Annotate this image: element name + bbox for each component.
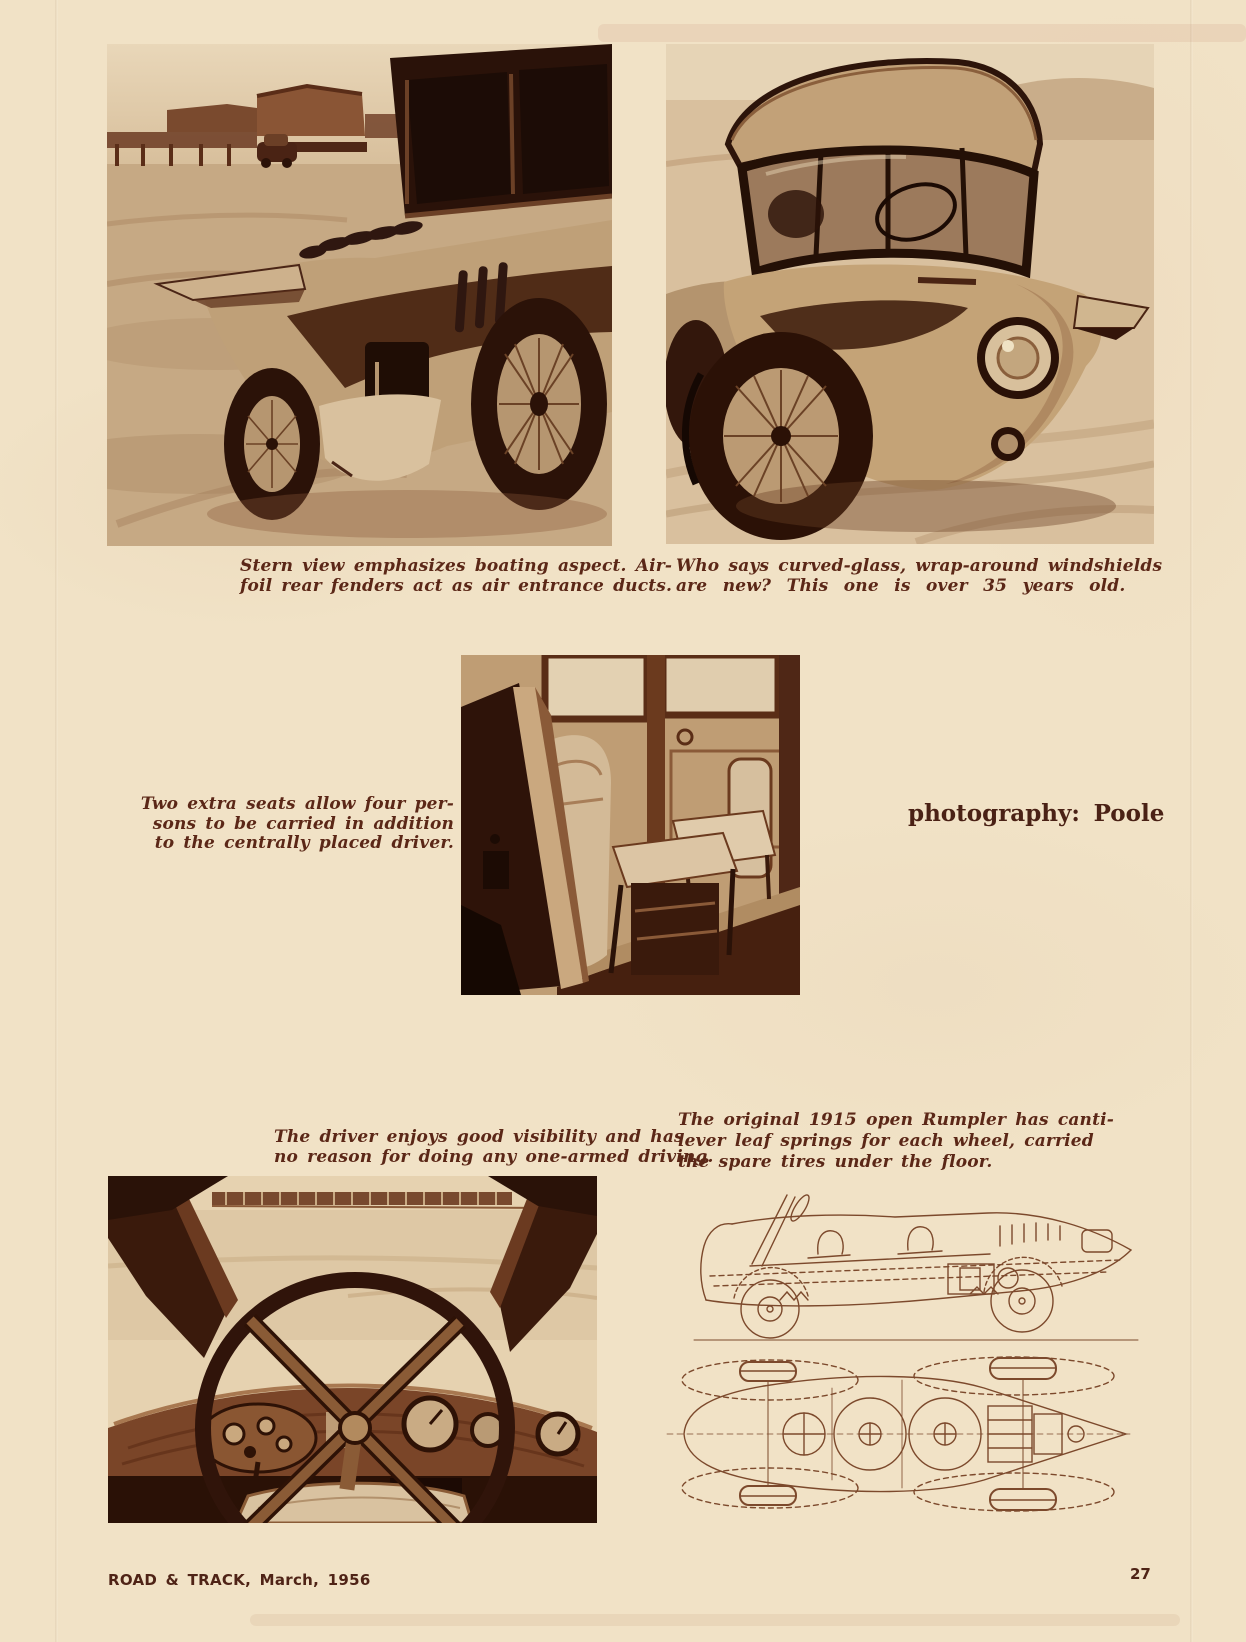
caption-rumpler-drawing [678, 1110, 1114, 1173]
headlight [977, 317, 1059, 399]
caption-line: The original 1915 open Rumpler has canti- [678, 1110, 1114, 1130]
front-view-illustration [666, 44, 1154, 544]
caption-extra-seats [134, 795, 454, 854]
caption-line: Who says curved-glass, wrap-around windshields [676, 556, 1163, 576]
caption-line: no reason for doing any one-armed driving. [274, 1147, 714, 1167]
caption-line: foil rear fenders act as air entrance ducts. [240, 576, 673, 596]
drawing-plan-view [652, 1356, 1142, 1518]
wire-wheel-right [471, 298, 607, 510]
caption-windshield [676, 556, 1163, 596]
footer-publication: ROAD & TRACK, March, 1956 [108, 1571, 371, 1589]
caption-stern-view [240, 556, 673, 596]
caption-line: sons to be carried in addition [152, 813, 454, 834]
caption-line: to the centrally placed driver. [154, 833, 454, 853]
paper-stain-bottom [250, 1614, 1180, 1626]
drawing-side-view [690, 1188, 1142, 1357]
caption-line: Stern view emphasizes boating aspect. Air- [240, 556, 673, 576]
caption-line: the spare tires under the floor. [678, 1152, 993, 1172]
wrap-around-windshield [742, 147, 1034, 272]
caption-line: Two extra seats allow four per- [140, 794, 454, 814]
caption-driver-visibility [274, 1127, 714, 1167]
paper-stain-top [598, 24, 1246, 42]
paper-fold-line-left [55, 0, 58, 1642]
photo-credit: photography: Poole [908, 800, 1165, 827]
dashboard-illustration [108, 1176, 597, 1523]
photo-front-view [666, 44, 1154, 544]
photo-interior-seats [461, 655, 800, 995]
photo-driver-view [108, 1176, 597, 1523]
interior-illustration [461, 655, 800, 995]
caption-line: lever leaf springs for each wheel, carried [678, 1131, 1094, 1151]
caption-line: The driver enjoys good visibility and has [274, 1127, 684, 1147]
paper-fold-line-right [1190, 0, 1193, 1642]
stern-view-illustration [107, 44, 612, 546]
photo-stern-view [107, 44, 612, 546]
page-number: 27 [1130, 1565, 1151, 1583]
caption-line: are new? This one is over 35 years old. [676, 576, 1126, 596]
